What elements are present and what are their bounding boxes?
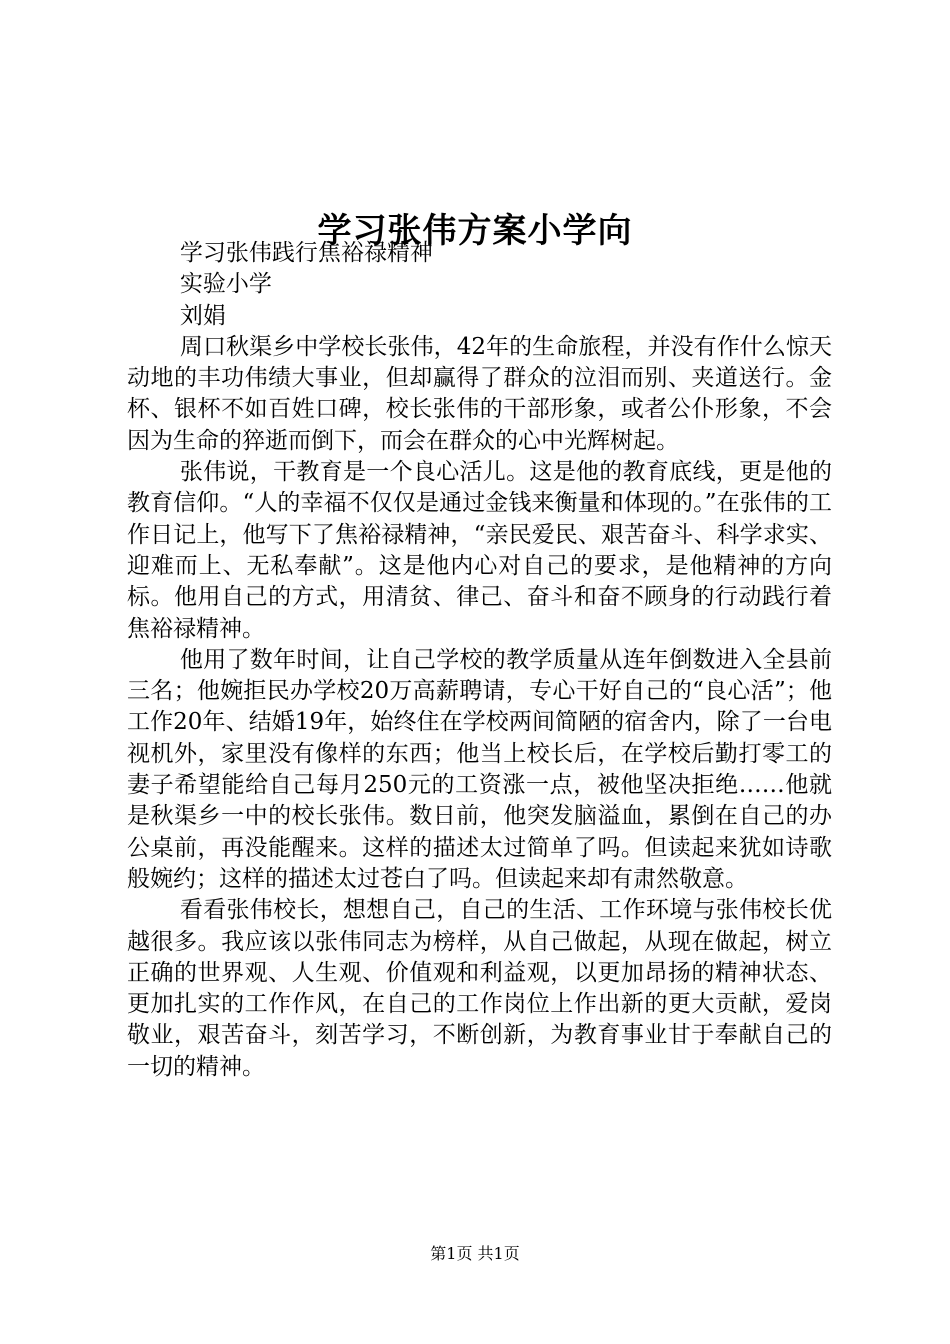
- paragraph: 他用了数年时间，让自己学校的教学质量从连年倒数进入全县前三名；他婉拒民办学校20万高薪聘请，专心干好自己的“良心活”；他工作20年、结婚19年，始终住在学校两间简陋的宿舍内，除了一台电视机外，家里没有像样的东西；他当上校长后，在学校后勤打零工的妻子希望能给自己每月250元的工资涨一点，被他坚决拒绝……他就是秋渠乡一中的校长张伟。数日前，他突发脑溢血，累倒在自己的办公桌前，再没能醒来。这样的描述太过简单了吗。但读起来犹如诗歌般婉约；这样的描述太过苍白了吗。但读起来却有肃然敬意。: [127, 646, 832, 892]
- document-title: 学习张伟方案小学向: [317, 210, 633, 251]
- paragraph: 看看张伟校长，想想自己，自己的生活、工作环境与张伟校长优越很多。我应该以张伟同志为榜样，从自己做起，从现在做起，树立正确的世界观、人生观、价值观和利益观，以更加昂扬的精神状态、更加扎实的工作作风，在自己的工作岗位上作出新的更大贡献，爱岗敬业，艰苦奋斗，刻苦学习，不断创新，为教育事业甘于奉献自己的一切的精神。: [127, 897, 832, 1080]
- school-line: 实验小学: [179, 271, 272, 298]
- subtitle-line: 学习张伟践行焦裕禄精神: [179, 240, 433, 266]
- paragraph: 周口秋渠乡中学校长张伟，42年的生命旅程，并没有作什么惊天动地的丰功伟绩大事业，但却赢得了群众的泣泪而别、夹道送行。金杯、银杯不如百姓口碑，校长张伟的干部形象，或者公仆形象，不会因为生命的猝逝而倒下，而会在群众的心中光辉树起。: [127, 333, 832, 454]
- page-footer: 第1页 共1页: [430, 1244, 520, 1263]
- author-line: 刘娟: [179, 302, 226, 329]
- paragraph: 张伟说，干教育是一个良心活儿。这是他的教育底线，更是他的教育信仰。“人的幸福不仅仅是通过金钱来衡量和体现的。”在张伟的工作日记上，他写下了焦裕禄精神，“亲民爱民、艰苦奋斗、科学求实、迎难而上、无私奉献”。这是他内心对自己的要求，是他精神的方向标。他用自己的方式，用清贫、律己、奋斗和奋不顾身的行动践行着焦裕禄精神。: [127, 459, 832, 642]
- document-body: [127, 238, 832, 1083]
